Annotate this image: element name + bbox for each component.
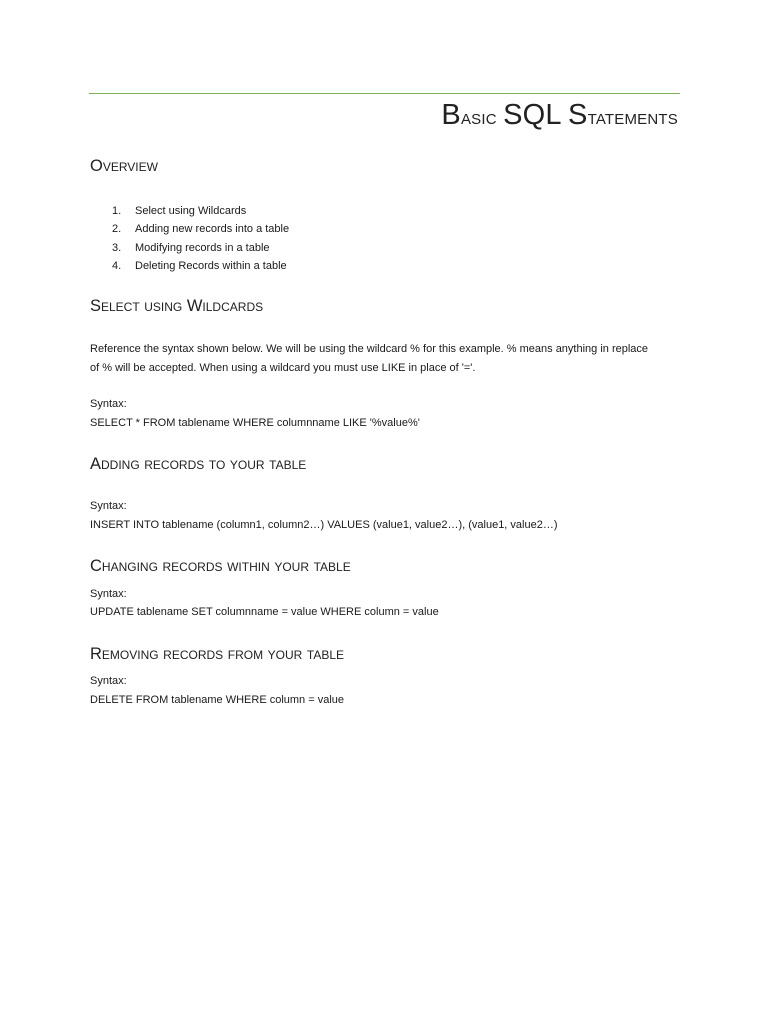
list-item-number: 1. bbox=[112, 205, 122, 217]
document-title: Basic SQL Statements bbox=[441, 99, 678, 131]
list-item-text: Select using Wildcards bbox=[135, 205, 247, 217]
changing-syntax: UPDATE tablename SET columnname = value WHERE column = value bbox=[90, 606, 439, 618]
overview-heading: Overview bbox=[90, 157, 158, 175]
removing-syntax-label: Syntax: bbox=[90, 675, 127, 687]
list-item-number: 2. bbox=[112, 223, 122, 236]
removing-syntax: DELETE FROM tablename WHERE column = value bbox=[90, 693, 345, 706]
adding-syntax-label: Syntax: bbox=[90, 500, 127, 512]
overview-list bbox=[112, 202, 289, 275]
wildcards-heading: Select using Wildcards bbox=[90, 297, 264, 315]
adding-syntax: INSERT INTO tablename (column1, column2…) VALUES (value1, value2…), (value1, value2…) bbox=[90, 518, 558, 531]
list-item-text: Modifying records in a table bbox=[135, 241, 270, 254]
list-item bbox=[112, 239, 289, 257]
list-item bbox=[112, 202, 289, 220]
adding-heading: Adding records to your table bbox=[90, 455, 307, 473]
wildcards-syntax-label: Syntax: bbox=[90, 398, 127, 410]
list-item-number: 3. bbox=[112, 241, 122, 254]
changing-syntax-label: Syntax: bbox=[90, 588, 127, 600]
list-item bbox=[112, 220, 289, 238]
list-item-text: Adding new records into a table bbox=[135, 223, 290, 236]
wildcards-syntax: SELECT * FROM tablename WHERE columnname LIKE '%value%' bbox=[90, 416, 420, 429]
list-item bbox=[112, 257, 289, 275]
wildcards-paragraph-line-1: Reference the syntax shown below. We will be using the wildcard % for this example. % means anything in replace bbox=[90, 343, 649, 355]
list-item-number: 4. bbox=[112, 259, 122, 272]
wildcards-paragraph-line-2: of % will be accepted. When using a wildcard you must use LIKE in place of '='. bbox=[90, 361, 476, 374]
removing-heading: Removing records from your table bbox=[90, 645, 345, 663]
list-item-text: Deleting Records within a table bbox=[135, 259, 287, 272]
changing-heading: Changing records within your table bbox=[90, 557, 351, 575]
header-rule bbox=[89, 93, 680, 94]
